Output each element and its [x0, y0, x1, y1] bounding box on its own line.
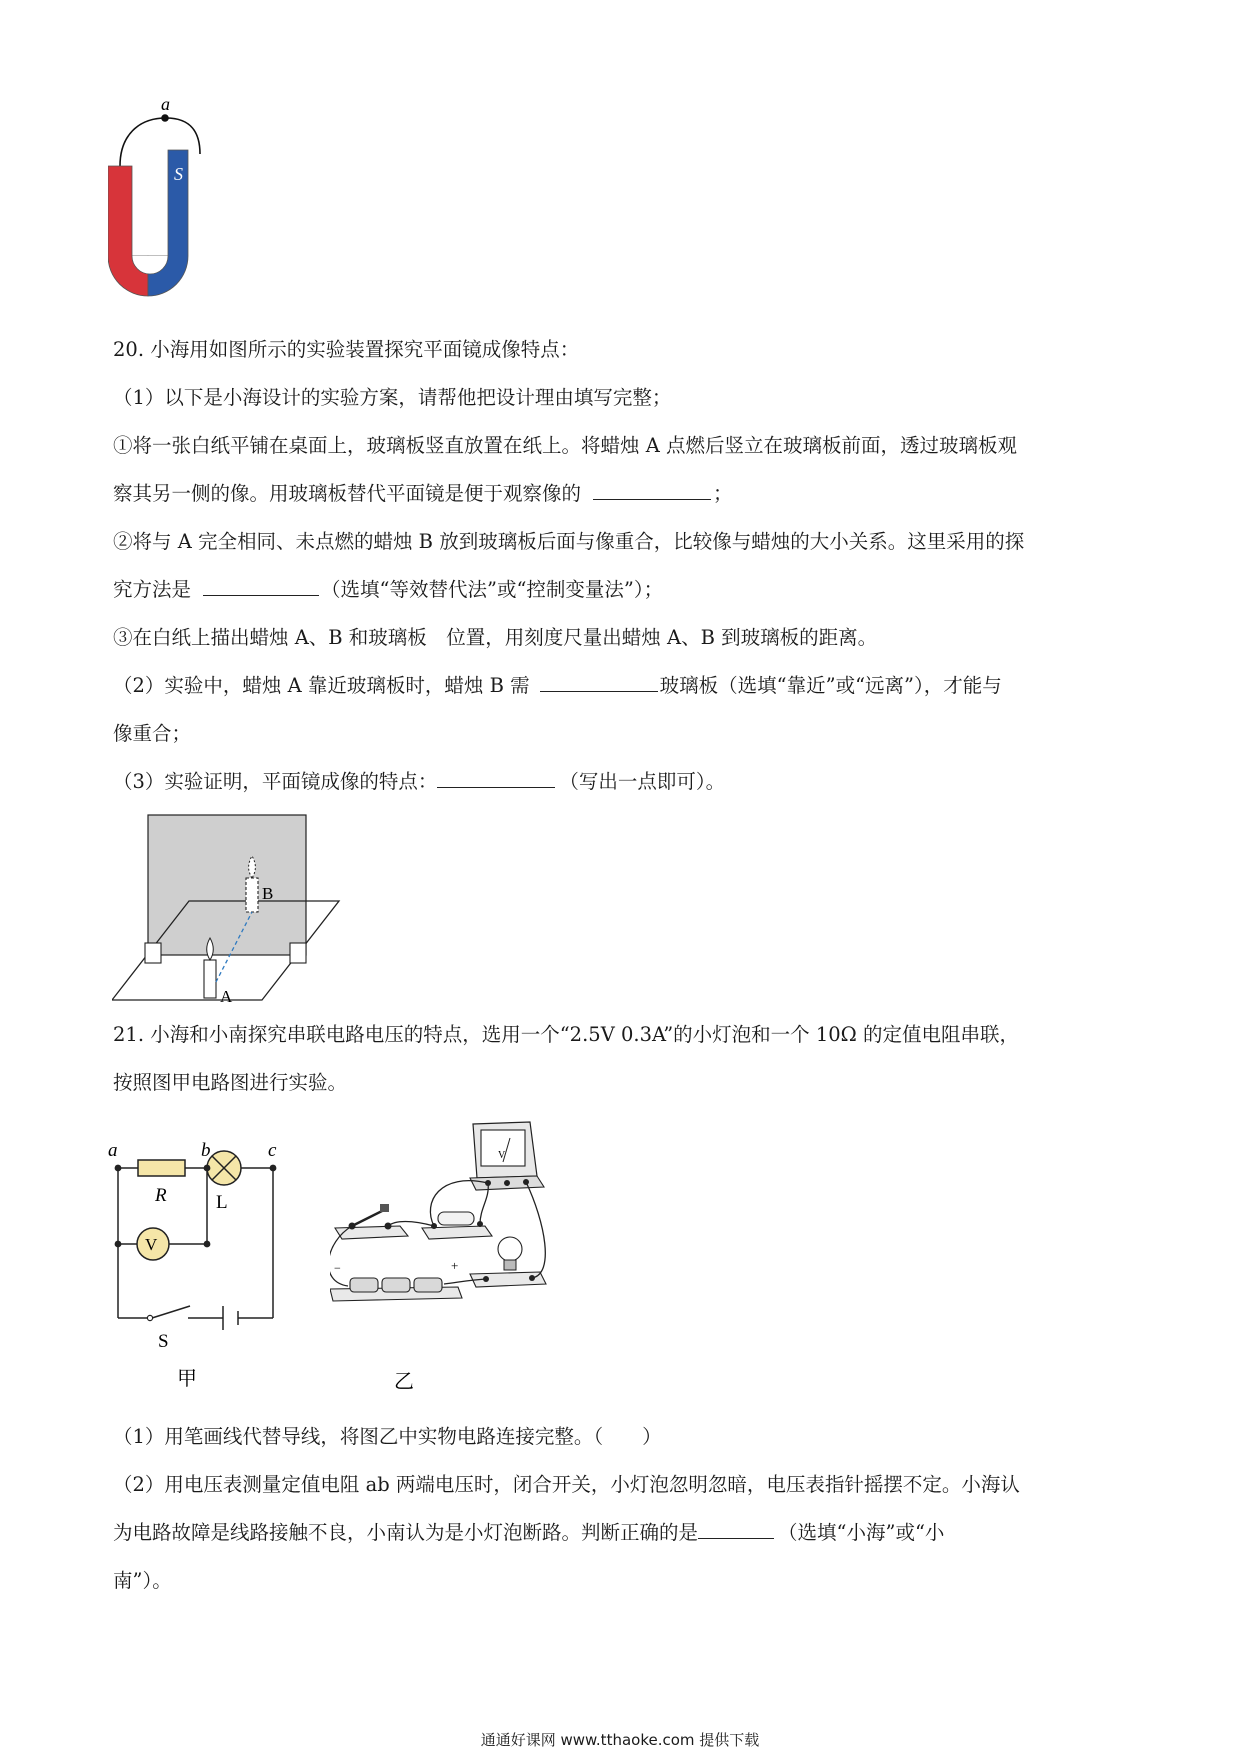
point-a	[161, 114, 169, 122]
q20-part1-intro: （1）以下是小海设计的实验方案，请帮他把设计理由填写完整；	[113, 386, 672, 409]
label-l: L	[216, 1192, 228, 1213]
q20-part3: （3）实验证明，平面镜成像的特点： （写出一点即可）。	[113, 770, 726, 793]
label-a: A	[220, 987, 233, 1006]
physical-circuit-yi	[330, 1112, 620, 1394]
candle-a	[204, 960, 216, 998]
resistor-r	[138, 1160, 185, 1176]
q21-part2-line3: 南”）。	[113, 1569, 172, 1592]
mirror-experiment-figure	[112, 812, 342, 1008]
q21-part2-line2: 为电路故障是线路接触不良，小南认为是小灯泡断路。判断正确的是 （选填“小海”或“小	[113, 1521, 945, 1544]
q20-step3: ③在白纸上描出蜡烛 A、B 和玻璃板 位置，用刻度尺量出蜡烛 A、B 到玻璃板的距离。	[113, 626, 878, 649]
magnet-figure	[108, 96, 218, 316]
magnet-red-half	[108, 166, 148, 296]
answer-blank-1[interactable]	[593, 481, 711, 500]
answer-blank-2[interactable]	[203, 577, 319, 596]
label-v: V	[145, 1235, 158, 1254]
caption-jia: 甲	[177, 1368, 197, 1390]
battery-cell-3	[414, 1278, 442, 1292]
q20-step2-line2: 究方法是 （选填“等效替代法”或“控制变量法”）；	[113, 578, 664, 601]
circuit-diagram-jia	[108, 1130, 308, 1392]
resistor-body	[438, 1212, 474, 1225]
q20-step2-line1: ②将与 A 完全相同、未点燃的蜡烛 B 放到玻璃板后面与像重合，比较像与蜡烛的大小关系。这里采用的探	[113, 530, 1025, 553]
minus-label: −	[334, 1261, 341, 1275]
label-s: S	[174, 164, 183, 184]
switch-blade	[152, 1306, 190, 1318]
voltmeter-symbol: V	[498, 1150, 506, 1161]
caption-yi: 乙	[394, 1371, 414, 1393]
label-r: R	[155, 1185, 167, 1206]
candle-b	[246, 878, 258, 912]
plus-label: +	[451, 1258, 459, 1273]
q21-part2-line1: （2）用电压表测量定值电阻 ab 两端电压时，闭合开关，小灯泡忽明忽暗，电压表指针摇摆不定。小海认	[113, 1473, 1020, 1496]
clip-right	[290, 943, 306, 963]
label-s: S	[158, 1331, 169, 1352]
label-a: a	[108, 1140, 118, 1161]
q20-step1-line2: 察其另一侧的像。用玻璃板替代平面镜是便于观察像的 ；	[113, 482, 733, 505]
q21-stem-line2: 按照图甲电路图进行实验。	[113, 1071, 348, 1094]
clip-left	[145, 943, 161, 963]
label-b: B	[262, 884, 274, 903]
q21-stem-line1: 21. 小海和小南探究串联电路电压的特点，选用一个“2.5V 0.3A”的小灯泡和一个 10Ω 的定值电阻串联，	[113, 1023, 1020, 1046]
battery-cell-2	[382, 1278, 410, 1292]
q20-stem: 20. 小海用如图所示的实验装置探究平面镜成像特点：	[113, 338, 580, 361]
answer-blank-3[interactable]	[540, 673, 658, 692]
glass-plate	[148, 815, 306, 955]
battery-cell-1	[350, 1278, 378, 1292]
switch-base	[335, 1226, 408, 1239]
answer-blank-4[interactable]	[437, 769, 555, 788]
q20-step1-line1: ①将一张白纸平铺在桌面上，玻璃板竖直放置在纸上。将蜡烛 A 点燃后竖立在玻璃板前面，透过玻璃板观	[113, 434, 1017, 457]
page-footer: 通通好课网 www.tthaoke.com 提供下载	[480, 1731, 760, 1749]
label-b: b	[201, 1140, 211, 1161]
label-a: a	[161, 96, 170, 114]
q21-part1: （1）用笔画线代替导线，将图乙中实物电路连接完整。（ ）	[113, 1425, 662, 1448]
switch-lever	[352, 1210, 384, 1226]
q20-part2-line2: 像重合；	[113, 722, 192, 745]
label-c: c	[268, 1140, 277, 1161]
lamp-bulb	[498, 1237, 522, 1261]
answer-blank-5[interactable]	[698, 1520, 774, 1539]
q20-part2-line1: （2）实验中，蜡烛 A 靠近玻璃板时，蜡烛 B 需 玻璃板（选填“靠近”或“远离”），才能与	[113, 674, 1002, 697]
